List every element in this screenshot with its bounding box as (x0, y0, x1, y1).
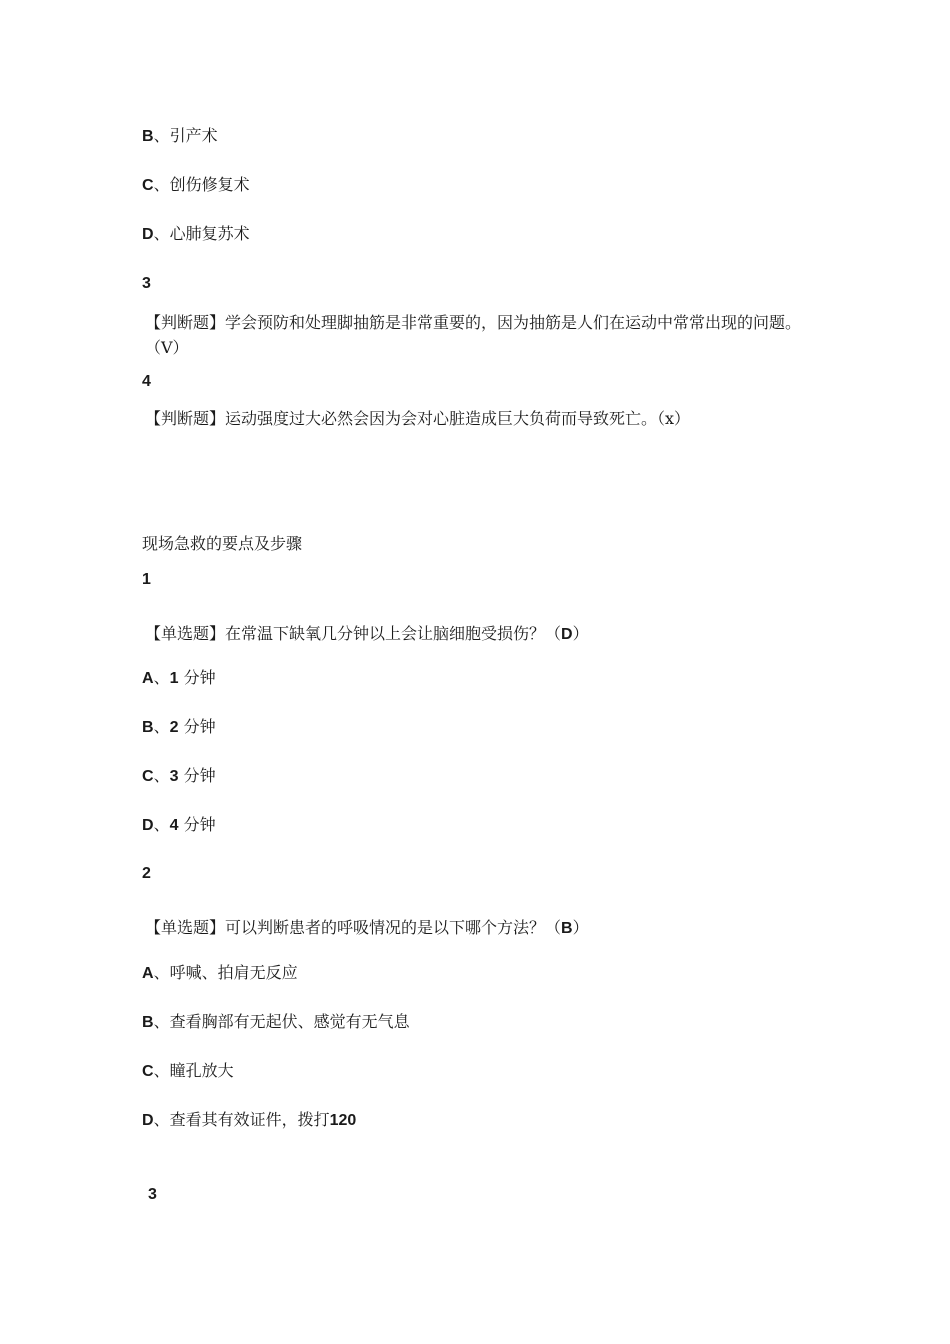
option-text: 、创伤修复术 (153, 175, 250, 194)
option-number: 2 (169, 719, 179, 736)
option-letter: C (142, 177, 154, 194)
option-letter: C (142, 1063, 154, 1080)
option-c (142, 764, 216, 789)
option-number: 4 (169, 817, 179, 834)
option-text: 分钟 (178, 766, 216, 785)
section-title: 现场急救的要点及步骤 (142, 534, 303, 553)
answer-letter: D (561, 626, 573, 643)
option-text: 、引产术 (153, 126, 218, 145)
question-suffix: ） (572, 624, 589, 643)
option-text: 分钟 (178, 815, 216, 834)
option-b (142, 715, 216, 740)
question-text: 【判断题】学会预防和处理脚抽筋是非常重要的，因为抽筋是人们在运动中常常出现的问题。（V） (145, 313, 802, 357)
option-letter: D (142, 226, 154, 243)
option-a (142, 961, 298, 986)
option-c (142, 173, 250, 198)
option-letter: B (142, 1014, 154, 1031)
option-text: 、呼喊、拍肩无反应 (153, 963, 298, 982)
question-suffix: ） (572, 918, 589, 937)
option-text: 、心肺复苏术 (153, 224, 250, 243)
question-number: 2 (142, 865, 151, 882)
option-text: 分钟 (178, 717, 216, 736)
option-letter: D (142, 817, 154, 834)
option-c (142, 1059, 234, 1084)
option-separator: 、 (153, 668, 170, 687)
option-letter: C (142, 768, 154, 785)
option-b (142, 1010, 410, 1035)
option-d (142, 222, 250, 247)
question-prefix: 【单选题】在常温下缺氧几分钟以上会让脑细胞受损伤？（ (145, 624, 562, 643)
option-d (142, 1108, 356, 1133)
option-separator: 、 (153, 766, 170, 785)
option-text: 、查看其有效证件，拨打 (153, 1110, 330, 1129)
option-letter: B (142, 128, 154, 145)
option-separator: 、 (153, 815, 170, 834)
option-letter: D (142, 1112, 154, 1129)
option-letter: A (142, 965, 154, 982)
option-letter: A (142, 670, 154, 687)
option-text: 、查看胸部有无起伏、感觉有无气息 (153, 1012, 410, 1031)
question-text: 【判断题】运动强度过大必然会因为会对心脏造成巨大负荷而导致死亡。（x） (145, 409, 691, 428)
option-b (142, 124, 218, 149)
question-text (145, 916, 589, 941)
phone-number: 120 (329, 1112, 357, 1129)
option-number: 3 (169, 768, 179, 785)
question-number: 3 (142, 275, 151, 292)
question-number: 3 (148, 1186, 157, 1203)
option-number: 1 (169, 670, 179, 687)
option-text: 分钟 (178, 668, 216, 687)
option-d (142, 813, 216, 838)
question-prefix: 【单选题】可以判断患者的呼吸情况的是以下哪个方法？（ (145, 918, 562, 937)
option-text: 、瞳孔放大 (153, 1061, 234, 1080)
question-number: 4 (142, 373, 151, 390)
option-a (142, 666, 216, 691)
question-number: 1 (142, 571, 151, 588)
answer-letter: B (561, 920, 573, 937)
option-letter: B (142, 719, 154, 736)
option-separator: 、 (153, 717, 170, 736)
question-text (145, 622, 589, 647)
